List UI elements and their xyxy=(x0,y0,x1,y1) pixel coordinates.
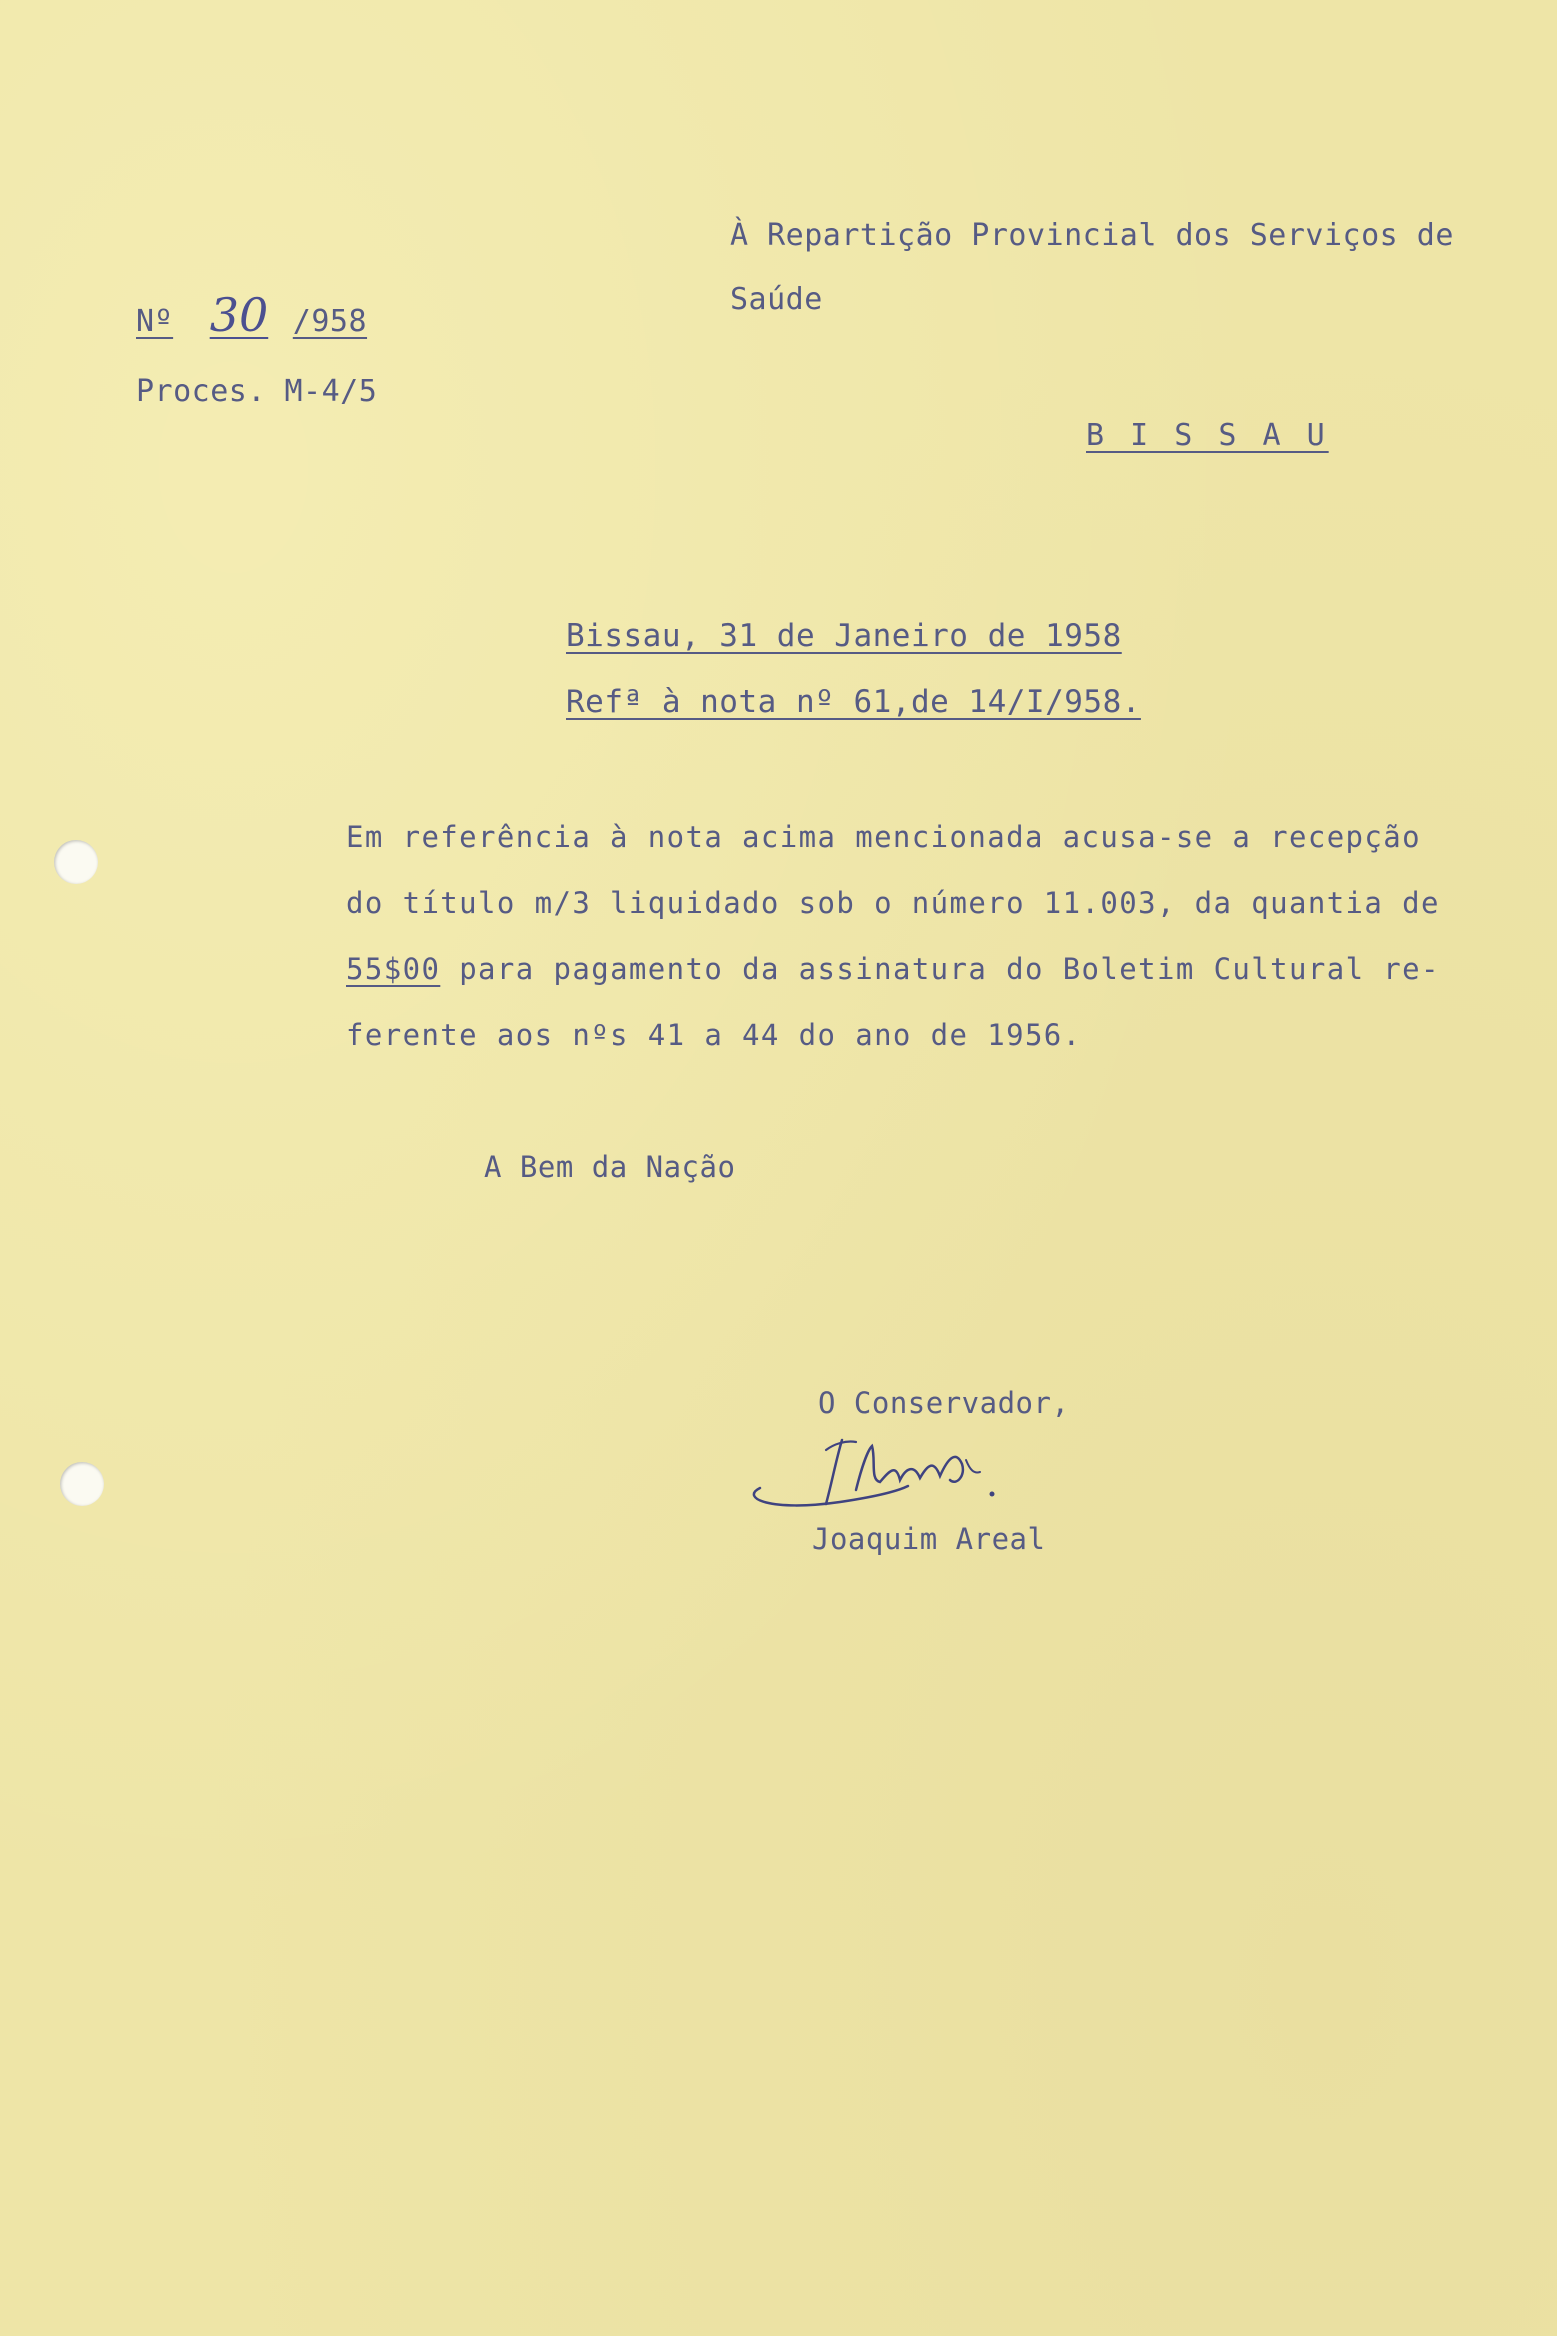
body-line-2: do título m/3 liquidado sob o número 11.003, da quantia de xyxy=(346,886,1440,920)
body-line-3 xyxy=(346,952,1440,986)
ref-text: Refª à nota nº 61,de 14/I/958. xyxy=(566,684,1141,720)
signer-name: Joaquim Areal xyxy=(812,1522,1046,1556)
addressee-line-2: Saúde xyxy=(730,282,823,317)
addressee-line-1: À Repartição Provincial dos Serviços de xyxy=(730,218,1454,253)
number-year: /958 xyxy=(292,304,368,339)
addressee-city xyxy=(1086,418,1329,453)
number-prefix: Nº xyxy=(136,304,174,339)
signer-title: O Conservador, xyxy=(818,1386,1070,1420)
ref-line xyxy=(566,684,1141,720)
closing-salutation: A Bem da Nação xyxy=(484,1150,736,1184)
amount: 55$00 xyxy=(346,952,441,986)
punch-hole-top xyxy=(54,840,98,884)
reference-number xyxy=(136,288,367,342)
date-text: Bissau, 31 de Janeiro de 1958 xyxy=(566,618,1122,654)
body-line-1: Em referência à nota acima mencionada acusa-se a recepção xyxy=(346,820,1421,854)
handwritten-number: 30 xyxy=(209,288,269,342)
process-reference: Proces. M-4/5 xyxy=(136,374,378,409)
city-text: B I S S A U xyxy=(1086,418,1329,453)
handwritten-signature xyxy=(730,1420,1070,1530)
body-line-3-text: para pagamento da assinatura do Boletim Cultural re- xyxy=(459,952,1440,986)
punch-hole-bottom xyxy=(60,1462,104,1506)
body-line-4: ferente aos nºs 41 a 44 do ano de 1956. xyxy=(346,1018,1082,1052)
date-line xyxy=(566,618,1122,654)
